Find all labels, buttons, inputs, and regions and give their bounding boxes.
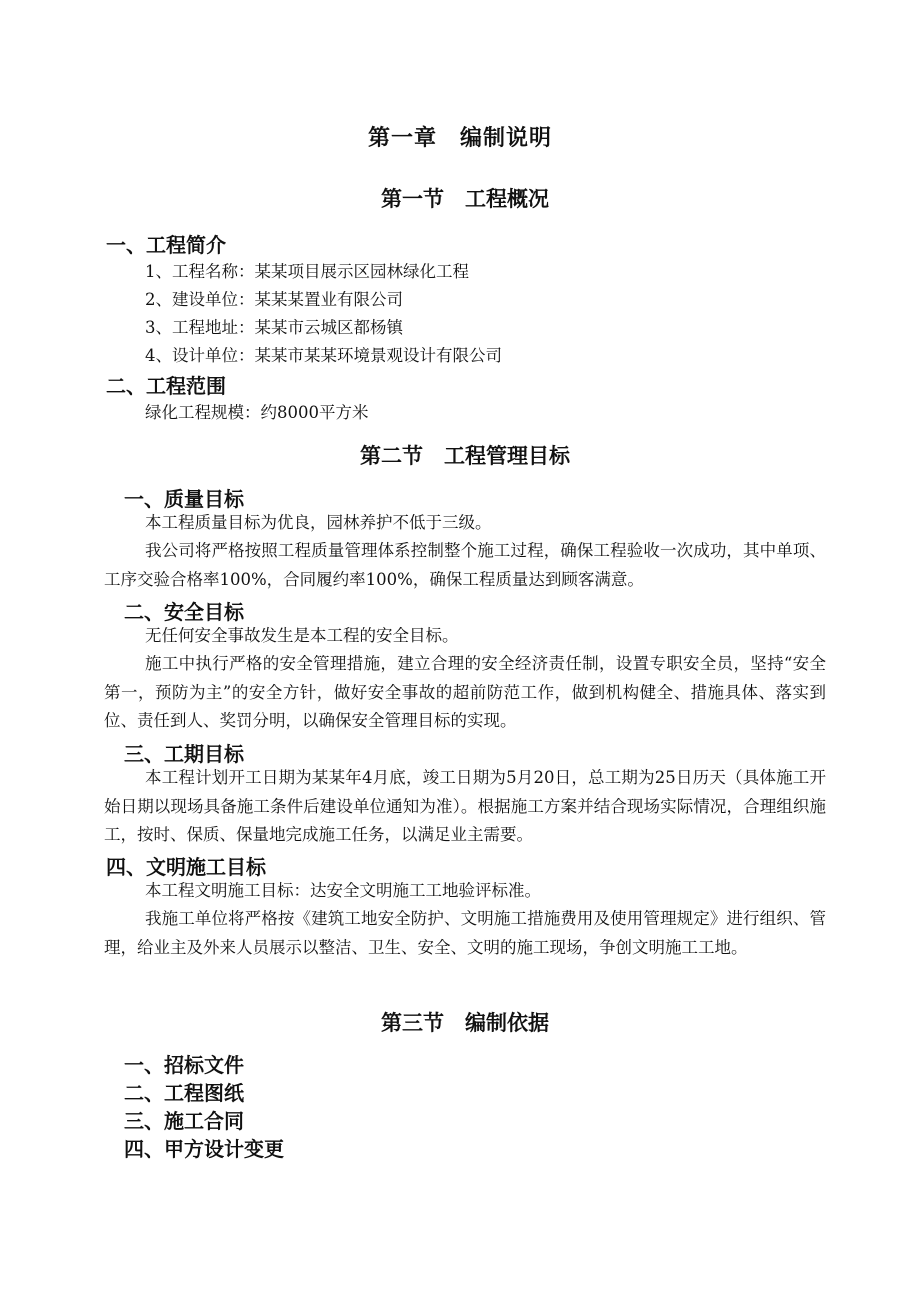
list-item: 三、施工合同 <box>124 1109 244 1133</box>
list-item: 一、招标文件 <box>124 1053 244 1077</box>
list-item: 4、设计单位：某某市某某环境景观设计有限公司 <box>145 346 502 365</box>
section-title-basis: 第三节 编制依据 <box>381 1011 549 1035</box>
section-title-management-goals: 第二节 工程管理目标 <box>360 444 570 468</box>
list-item: 1、工程名称：某某项目展示区园林绿化工程 <box>145 262 469 281</box>
paragraph: 本工程质量目标为优良，园林养护不低于三级。 <box>145 513 492 532</box>
list-item: 2、建设单位：某某某置业有限公司 <box>145 290 403 309</box>
section-title-overview: 第一节 工程概况 <box>381 187 549 211</box>
paragraph: 我施工单位将严格按《建筑工地安全防护、文明施工措施费用及使用管理规定》进行组织、管理，给业主及外来人员展示以整洁、卫生、安全、文明的施工现场，争创文明施工工地。 <box>104 909 826 957</box>
heading-project-scope: 二、工程范围 <box>106 374 226 398</box>
paragraph: 本工程计划开工日期为某某年4月底，竣工日期为5月20日，总工期为25日历天（具体施工开始日期以现场具备施工条件后建设单位通知为准）。根据施工方案并结合现场实际情况，合理组织施工，按时、保质、保量地完成施工任务，以满足业主需要。 <box>104 768 826 844</box>
heading-project-intro: 一、工程简介 <box>106 233 226 257</box>
heading-quality-goal: 一、质量目标 <box>124 487 244 511</box>
paragraph: 无任何安全事故发生是本工程的安全目标。 <box>145 626 459 645</box>
heading-safety-goal: 二、安全目标 <box>124 600 244 624</box>
scope-text: 绿化工程规模：约8000平方米 <box>145 403 369 422</box>
paragraph: 我公司将严格按照工程质量管理体系控制整个施工过程，确保工程验收一次成功，其中单项、工序交验合格率100%，合同履约率100%，确保工程质量达到顾客满意。 <box>104 541 826 589</box>
list-item: 3、工程地址：某某市云城区都杨镇 <box>145 318 403 337</box>
list-item: 四、甲方设计变更 <box>124 1137 284 1161</box>
paragraph: 施工中执行严格的安全管理措施，建立合理的安全经济责任制，设置专职安全员，坚持“安全第一，预防为主”的安全方针，做好安全事故的超前防范工作，做到机构健全、措施具体、落实到位、责任到人、奖罚分明，以确保安全管理目标的实现。 <box>104 654 826 730</box>
heading-civil-construction-goal: 四、文明施工目标 <box>106 855 266 879</box>
paragraph: 本工程文明施工目标：达安全文明施工工地验评标准。 <box>145 881 541 900</box>
list-item: 二、工程图纸 <box>124 1081 244 1105</box>
chapter-title: 第一章 编制说明 <box>367 126 552 151</box>
heading-schedule-goal: 三、工期目标 <box>124 742 244 766</box>
